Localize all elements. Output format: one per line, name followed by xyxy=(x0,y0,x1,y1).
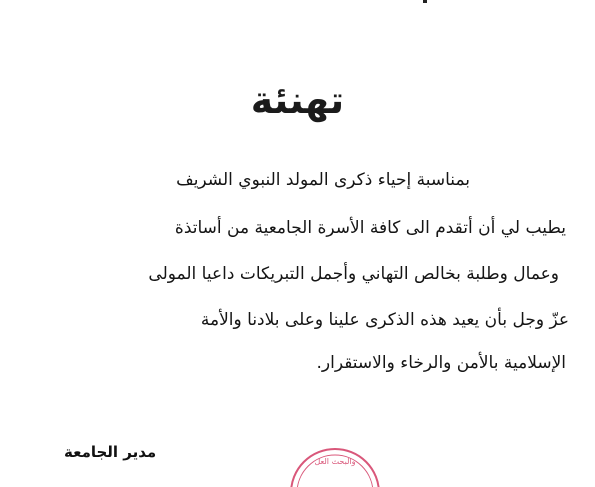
body-line-3: وعمال وطلبة بخالص التهاني وأجمل التبريكات داعيا المولى xyxy=(148,264,559,284)
signature-title: مدير الجامعة xyxy=(64,443,157,461)
body-line-5: الإسلامية بالأمن والرخاء والاستقرار. xyxy=(316,353,566,373)
scan-mark xyxy=(423,0,427,3)
stamp-text: والبحث العل xyxy=(314,457,356,466)
body-line-2: يطيب لي أن أتقدم الى كافة الأسرة الجامعية من أساتذة xyxy=(174,218,566,238)
body-line-4: عزّ وجل بأن يعيد هذه الذكرى علينا وعلى بلادنا والأمة xyxy=(200,310,569,330)
body-line-1: بمناسبة إحياء ذكرى المولد النبوي الشريف xyxy=(176,170,470,190)
university-stamp xyxy=(285,447,385,487)
page-title: تهنئة xyxy=(250,78,345,122)
